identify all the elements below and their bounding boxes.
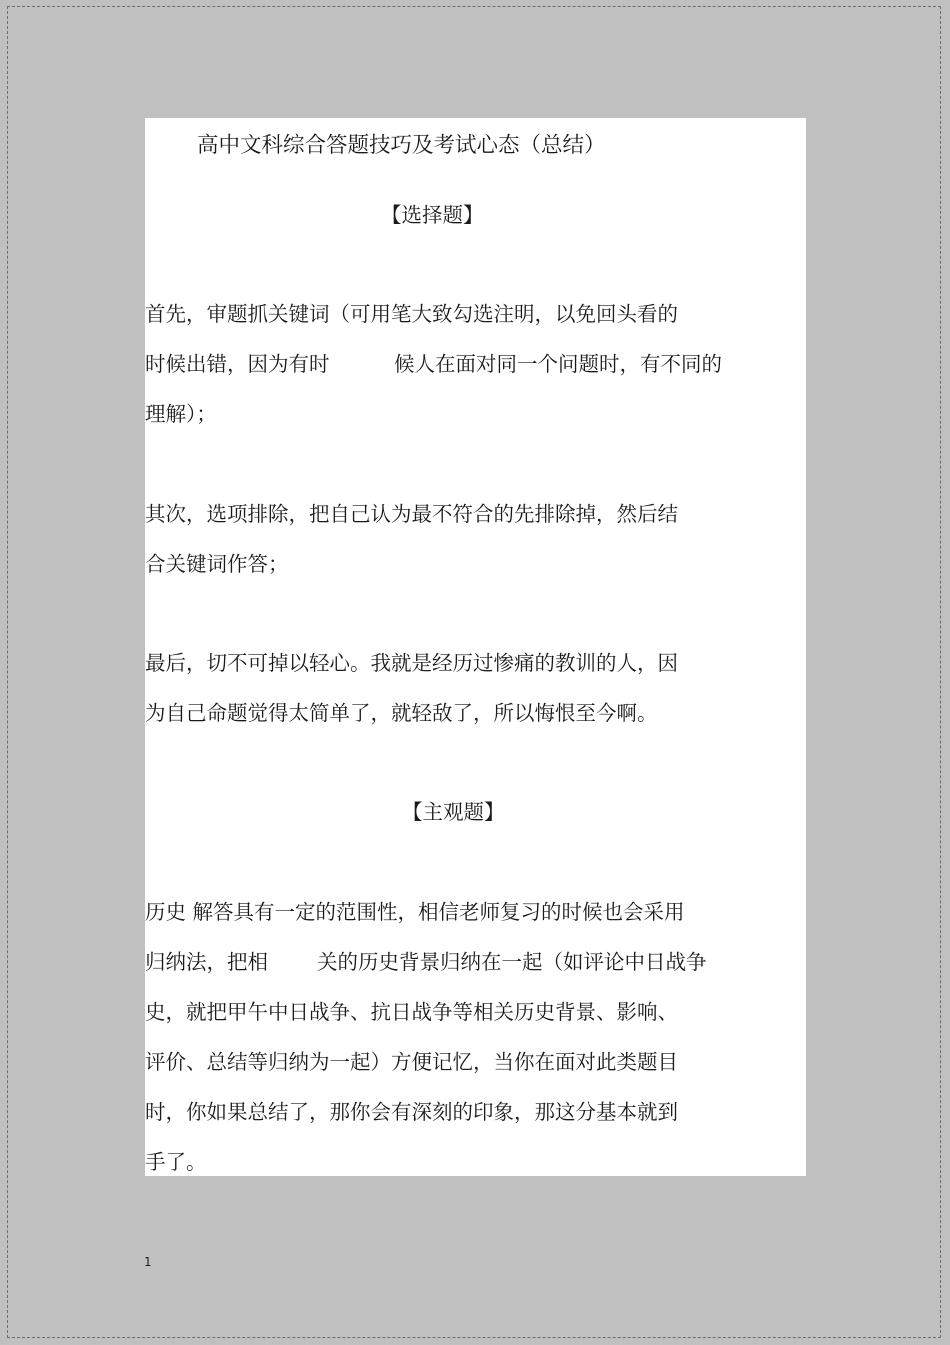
paragraph-line: 归纳法，把相 <box>145 950 268 974</box>
paragraph-line: 时候出错，因为有时 <box>145 352 330 376</box>
document-title: 高中文科综合答题技巧及考试心态（总结） <box>197 133 606 158</box>
section-heading-subjective: 【主观题】 <box>402 800 505 824</box>
paragraph-line: 其次，选项排除，把自己认为最不符合的先排除掉，然后结 <box>145 502 678 526</box>
paragraph-line: 首先，审题抓关键词（可用笔大致勾选注明，以免回头看的 <box>145 302 678 326</box>
paragraph-line: 历史 解答具有一定的范围性，相信老师复习的时候也会采用 <box>145 900 685 924</box>
page-number: 1 <box>144 1255 152 1269</box>
paragraph-line: 为自己命题觉得太简单了，就轻敌了，所以悔恨至今啊。 <box>145 701 658 725</box>
paragraph-line: 合关键词作答； <box>145 552 289 576</box>
paragraph-line: 候人在面对同一个问题时，有不同的 <box>394 352 722 376</box>
section-heading-choice: 【选择题】 <box>381 203 484 227</box>
document-page <box>145 118 806 1176</box>
paragraph-line: 手了。 <box>145 1150 207 1174</box>
paragraph-line: 关的历史背景归纳在一起（如评论中日战争 <box>317 950 707 974</box>
paragraph-line: 史，就把甲午中日战争、抗日战争等相关历史背景、影响、 <box>145 1000 678 1024</box>
paragraph-line: 评价、总结等归纳为一起）方便记忆，当你在面对此类题目 <box>145 1050 678 1074</box>
paragraph-line: 理解）； <box>145 402 217 426</box>
paragraph-line: 时，你如果总结了，那你会有深刻的印象，那这分基本就到 <box>145 1100 678 1124</box>
paragraph-line: 最后，切不可掉以轻心。我就是经历过惨痛的教训的人，因 <box>145 651 678 675</box>
